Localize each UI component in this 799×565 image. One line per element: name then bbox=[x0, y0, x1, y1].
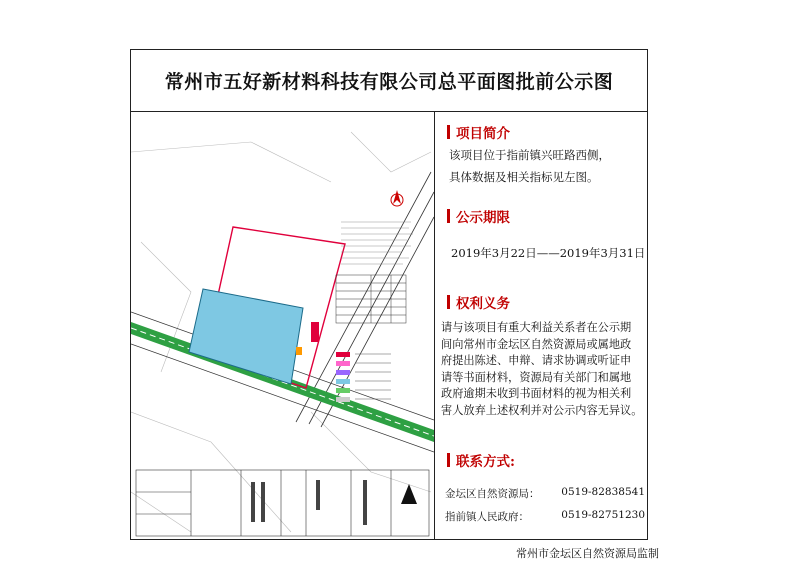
contact-name: 指前镇人民政府： bbox=[445, 511, 529, 523]
contact-row bbox=[445, 509, 645, 524]
intro-heading bbox=[447, 122, 510, 142]
rights-text bbox=[441, 320, 642, 420]
site-plan bbox=[131, 112, 434, 539]
period-text: 2019年3月22日——2019年3月31日 bbox=[451, 246, 646, 260]
rights-heading bbox=[447, 292, 510, 312]
rights-line: 害人放弃上述权利并对公示内容无异议。 bbox=[441, 403, 643, 417]
intro-line: 该项目位于指前镇兴旺路西侧， bbox=[449, 148, 610, 162]
period-heading-text: 公示期限 bbox=[456, 210, 510, 226]
heading-mark bbox=[447, 209, 450, 223]
intro-text bbox=[449, 146, 610, 186]
spec-table bbox=[336, 275, 406, 323]
logo-tower bbox=[401, 484, 417, 504]
notes-block bbox=[341, 222, 413, 264]
heading-mark bbox=[447, 295, 450, 309]
contact-heading bbox=[447, 450, 515, 470]
building-footprint bbox=[189, 289, 303, 384]
title-bar bbox=[130, 49, 648, 112]
rights-line: 府提出陈述、申辩、请求协调或听证申 bbox=[441, 354, 632, 368]
info-panel bbox=[435, 112, 647, 539]
contact-phone: 0519-82751230 bbox=[561, 509, 645, 521]
rights-heading-text: 权利义务 bbox=[456, 296, 510, 312]
rights-line: 政府逾期未收到书面材料的视为相关利 bbox=[441, 387, 632, 401]
guard-house bbox=[296, 347, 302, 355]
title-block bbox=[136, 470, 429, 536]
period-heading bbox=[447, 206, 510, 226]
heading-mark bbox=[447, 125, 450, 139]
rights-line: 请与该项目有重大利益关系者在公示期 bbox=[441, 321, 632, 334]
gate-structure bbox=[311, 322, 319, 342]
rights-line: 间向常州市金坛区自然资源局或属地政 bbox=[441, 337, 632, 351]
rights-line: 请等书面材料，资源局有关部门和属地 bbox=[441, 370, 632, 384]
intro-line: 具体数据及相关指标见左图。 bbox=[449, 170, 599, 184]
north-arrow bbox=[391, 190, 403, 206]
footer-credit: 常州市金坛区自然资源局监制 bbox=[516, 547, 659, 560]
contact-row bbox=[445, 486, 645, 501]
contact-heading-text: 联系方式: bbox=[456, 454, 515, 470]
site-plan-drawing bbox=[131, 112, 434, 539]
title-block-marks bbox=[251, 480, 417, 525]
heading-mark bbox=[447, 453, 450, 467]
intro-heading-text: 项目简介 bbox=[456, 126, 510, 142]
page-title: 常州市五好新材料科技有限公司总平面图批前公示图 bbox=[164, 70, 614, 93]
contact-name: 金坛区自然资源局： bbox=[445, 488, 540, 500]
contact-phone: 0519-82838541 bbox=[561, 486, 645, 498]
